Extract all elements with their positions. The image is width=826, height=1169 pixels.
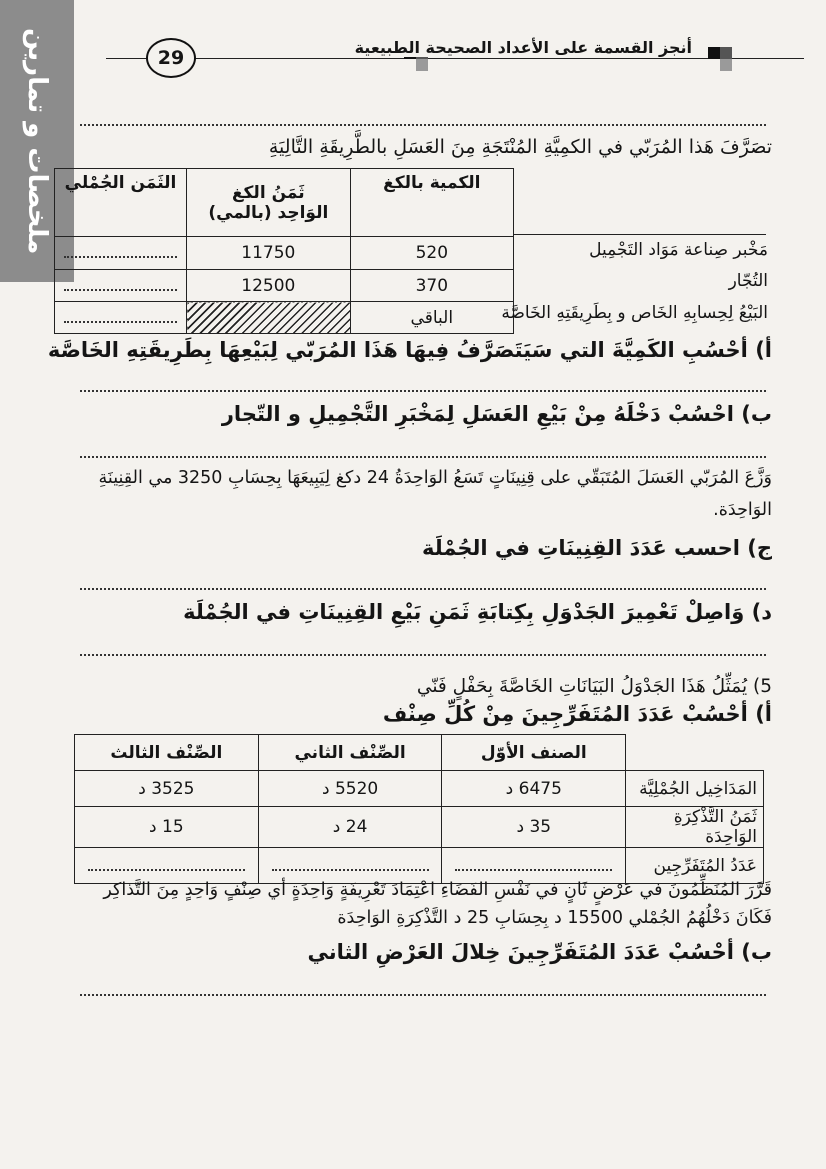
question-5a: أ) أحْسُبْ عَدَدَ المُتَفَرِّجِينَ مِنْ كُلِّ صِنْف	[382, 702, 772, 726]
col-header-unit-price	[187, 169, 351, 237]
answer-line[interactable]	[80, 588, 766, 590]
cell-quantity: 520	[350, 237, 513, 270]
question-5b: ب) أحْسُبْ عَدَدَ المُتَفَرِّجِينَ خِلالَ العَرْضِ الثاني	[307, 940, 772, 964]
cell-ticket-price: 35 د	[442, 807, 626, 848]
question-4c: ج) احسب عَدَدَ القِنِينَاتِ في الجُمْلَة	[422, 536, 772, 560]
honey-table	[54, 168, 514, 334]
col-header-total: الثَمَن الجُمْلي	[55, 169, 187, 237]
cell-unit-price: 11750	[187, 237, 351, 270]
header-square-icon	[708, 47, 720, 59]
question-4b: ب) احْسُبْ دَخْلَهُ مِنْ بَيْعِ العَسَلِ لِمَخْبَرِ التَّجْمِيلِ و التّجار	[221, 402, 772, 426]
answer-line[interactable]	[80, 456, 766, 458]
question-4a: أ) أحْسُبِ الكَمِيَّةَ التي سَيَتَصَرَّفُ فِيهَا هَذَا المُرَبّي لِبَيْعِهَا بِطَرِيقَتِهِ الخَاصَّة	[47, 338, 772, 362]
row-label-lab: مَخْبر صِناعة مَوَاد التَجْمِيل	[589, 240, 768, 260]
question-4d: د) وَاصِلْ تَعْمِيرَ الجَدْوَلِ بِكِتابَةِ ثَمَنِ بَيْعِ القِنِينَاتِ في الجُمْلَة	[183, 600, 772, 624]
unit-price-line1: ثَمَنُ الكغ	[231, 182, 305, 203]
problem5-intro: 5) يُمَثِّلُ هَذَا الجَدْوَلُ البَيَانَاتِ الخَاصَّةَ بِحَفْلٍ فَنّي	[416, 676, 772, 697]
row-label-ticket-price: ثَمَنُ التَّذْكِرَةِ الوَاحِدَة	[626, 807, 764, 848]
row-label-revenue: المَدَاخِيل الجُمْلِيَّة	[626, 771, 764, 807]
empty-corner	[626, 735, 764, 771]
col-header-category-2: الصِّنْف الثاني	[258, 735, 442, 771]
row-label-self-sale: البَيْعُ لِحِسابِهِ الخَاص و بِطَرِيقَتِهِ الخَاصَّة	[501, 303, 768, 323]
answer-line[interactable]	[80, 124, 766, 126]
cell-total[interactable]	[55, 270, 187, 302]
concert-table	[74, 734, 764, 884]
cell-quantity: الباقي	[350, 302, 513, 334]
unit-price-line2: الوَاحِد (بالمي)	[208, 202, 329, 223]
paragraph-bottles: وَزَّعَ المُرَبّي العَسَلَ المُتَبَقّي على قِنِينَاتٍ تَسَعُ الوَاحِدَةُ 24 دكغ لِيَبِيعَهَا بِحِسَابِ 3250 مي القِنِينَةِ	[98, 468, 772, 488]
cell-quantity: 370	[350, 270, 513, 302]
cell-total[interactable]	[55, 302, 187, 334]
answer-line[interactable]	[80, 654, 766, 656]
cell-spectators[interactable]	[75, 848, 259, 884]
cell-revenue: 6475 د	[442, 771, 626, 807]
cell-spectators[interactable]	[442, 848, 626, 884]
problem4-intro: تصَرَّفَ هَذا المُرَبّي في الكمِيَّةِ المُنْتَجَةِ مِنَ العَسَلِ بالطَّرِيقَةِ التَّالِيَةِ	[268, 136, 772, 158]
hatched-cell	[187, 302, 351, 334]
paragraph-second-show: قَرَّرَ المُنَظِّمُونَ في عَرْضٍ ثَانٍ في نَفْسِ الفَضَاءِ اعْتِمَادَ تَعْرِيفَةٍ وَاحِدَةٍ أي صِنْفٍ وَاحِدٍ مِنَ التَّذاكِر	[103, 880, 772, 900]
cell-revenue: 5520 د	[258, 771, 442, 807]
header-square-icon	[416, 59, 428, 71]
col-header-category-3: الصِّنْف الثالث	[75, 735, 259, 771]
cell-ticket-price: 24 د	[258, 807, 442, 848]
header-square-icon	[720, 59, 732, 71]
cell-spectators[interactable]	[258, 848, 442, 884]
col-header-category-1: الصنف الأوّل	[442, 735, 626, 771]
answer-line[interactable]	[80, 390, 766, 392]
answer-line[interactable]	[80, 994, 766, 996]
row-label-merchants: التُجّار	[728, 271, 768, 291]
cell-revenue: 3525 د	[75, 771, 259, 807]
header-title: أنجز القسمة على الأعداد الصحيحة الطبيعية	[349, 38, 698, 57]
paragraph-bottles-end: الوَاحِدَة.	[713, 500, 772, 520]
header-rule	[106, 58, 804, 59]
cell-ticket-price: 15 د	[75, 807, 259, 848]
paragraph-second-show-2: فَكَانَ دَخْلُهُمُ الجُمْلي 15500 د بِحِسَابِ 25 د التَّذْكِرَةِ الوَاحِدَة	[337, 908, 772, 928]
cell-total[interactable]	[55, 237, 187, 270]
row-label-spectators: عَدَدُ المُتَفَرِّجِين	[626, 848, 764, 884]
header-square-icon	[720, 47, 732, 59]
table-row-rule	[514, 234, 766, 235]
page-number: 29	[146, 38, 196, 78]
side-tab-label: ملخصات و تمارين	[22, 27, 52, 255]
col-header-quantity: الكمية بالكغ	[350, 169, 513, 237]
cell-unit-price: 12500	[187, 270, 351, 302]
